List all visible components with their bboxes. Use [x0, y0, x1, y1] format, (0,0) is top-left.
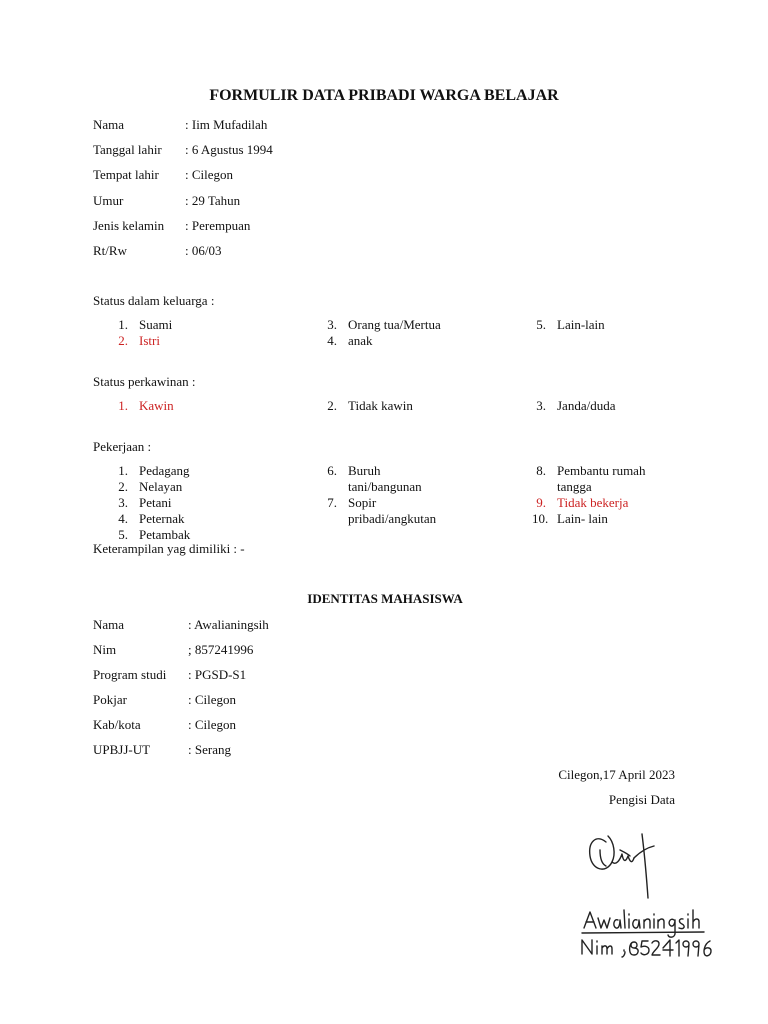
mhs-value-nim: ; 857241996: [188, 642, 254, 657]
mhs-label-pokjar: Pokjar: [93, 692, 127, 707]
signer-role: Pengisi Data: [608, 792, 675, 807]
list-number: 7.: [327, 495, 337, 510]
list-text: Orang tua/Mertua: [348, 317, 441, 332]
mhs-value-kab-kota: : Cilegon: [188, 717, 237, 732]
list-text: Kawin: [139, 398, 174, 413]
list-text: tangga: [557, 479, 592, 494]
keterampilan-line: Keterampilan yag dimiliki : -: [93, 541, 245, 556]
list-number: 4.: [118, 511, 128, 526]
mhs-label-kab-kota: Kab/kota: [93, 717, 141, 732]
list-text: tani/bangunan: [348, 479, 422, 494]
list-number: 2.: [327, 398, 337, 413]
mahasiswa-heading: IDENTITAS MAHASISWA: [307, 591, 463, 606]
field-value-nama: : Iim Mufadilah: [185, 117, 268, 132]
list-number: 6.: [327, 463, 337, 478]
list-text: Sopir: [348, 495, 377, 510]
list-text: Istri: [139, 333, 160, 348]
list-text: Buruh: [348, 463, 381, 478]
list-number: 2.: [118, 479, 128, 494]
list-text: Pedagang: [139, 463, 190, 478]
field-value-jenis-kelamin: : Perempuan: [185, 218, 251, 233]
list-text: Janda/duda: [557, 398, 616, 413]
mhs-label-upbjj-ut: UPBJJ-UT: [93, 742, 151, 757]
field-value-umur: : 29 Tahun: [185, 193, 241, 208]
mhs-label-program-studi: Program studi: [93, 667, 167, 682]
mhs-label-nim: Nim: [93, 642, 117, 657]
list-number: 8.: [536, 463, 546, 478]
field-label-rt-rw: Rt/Rw: [93, 243, 127, 258]
list-text: Petani: [139, 495, 172, 510]
list-text: Peternak: [139, 511, 185, 526]
field-value-tanggal-lahir: : 6 Agustus 1994: [185, 142, 273, 157]
list-number: 3.: [118, 495, 128, 510]
field-label-umur: Umur: [93, 193, 124, 208]
list-number: 1.: [118, 463, 128, 478]
pekerjaan-heading: Pekerjaan :: [93, 439, 152, 454]
list-number: 10.: [532, 511, 549, 526]
list-number: 1.: [118, 398, 128, 413]
field-label-jenis-kelamin: Jenis kelamin: [93, 218, 165, 233]
list-text: Lain- lain: [557, 511, 608, 526]
list-text: Nelayan: [139, 479, 183, 494]
list-number: 4.: [327, 333, 337, 348]
list-number: 3.: [327, 317, 337, 332]
mhs-value-program-studi: : PGSD-S1: [188, 667, 247, 682]
mhs-value-upbjj-ut: : Serang: [188, 742, 231, 757]
list-text: Suami: [139, 317, 173, 332]
list-number: 5.: [536, 317, 546, 332]
field-label-tempat-lahir: Tempat lahir: [93, 167, 159, 182]
list-text: Lain-lain: [557, 317, 605, 332]
list-number: 1.: [118, 317, 128, 332]
mhs-label-nama: Nama: [93, 617, 125, 632]
list-text: Tidak bekerja: [557, 495, 629, 510]
field-value-rt-rw: : 06/03: [185, 243, 222, 258]
mhs-value-nama: : Awalianingsih: [188, 617, 269, 632]
status-perkawinan-heading: Status perkawinan :: [93, 374, 196, 389]
list-number: 5.: [118, 527, 128, 542]
list-number: 2.: [118, 333, 128, 348]
list-text: Petambak: [139, 527, 191, 542]
field-value-tempat-lahir: : Cilegon: [185, 167, 234, 182]
handwritten-signature: [570, 820, 720, 960]
list-text: anak: [348, 333, 373, 348]
field-label-nama: Nama: [93, 117, 125, 132]
field-label-tanggal-lahir: Tanggal lahir: [93, 142, 162, 157]
list-text: Tidak kawin: [348, 398, 413, 413]
list-number: 9.: [536, 495, 546, 510]
list-text: pribadi/angkutan: [348, 511, 437, 526]
list-text: Pembantu rumah: [557, 463, 646, 478]
form-title: FORMULIR DATA PRIBADI WARGA BELAJAR: [209, 87, 559, 104]
status-keluarga-heading: Status dalam keluarga :: [93, 293, 215, 308]
list-number: 3.: [536, 398, 546, 413]
place-date: Cilegon,17 April 2023: [558, 767, 675, 782]
mhs-value-pokjar: : Cilegon: [188, 692, 237, 707]
